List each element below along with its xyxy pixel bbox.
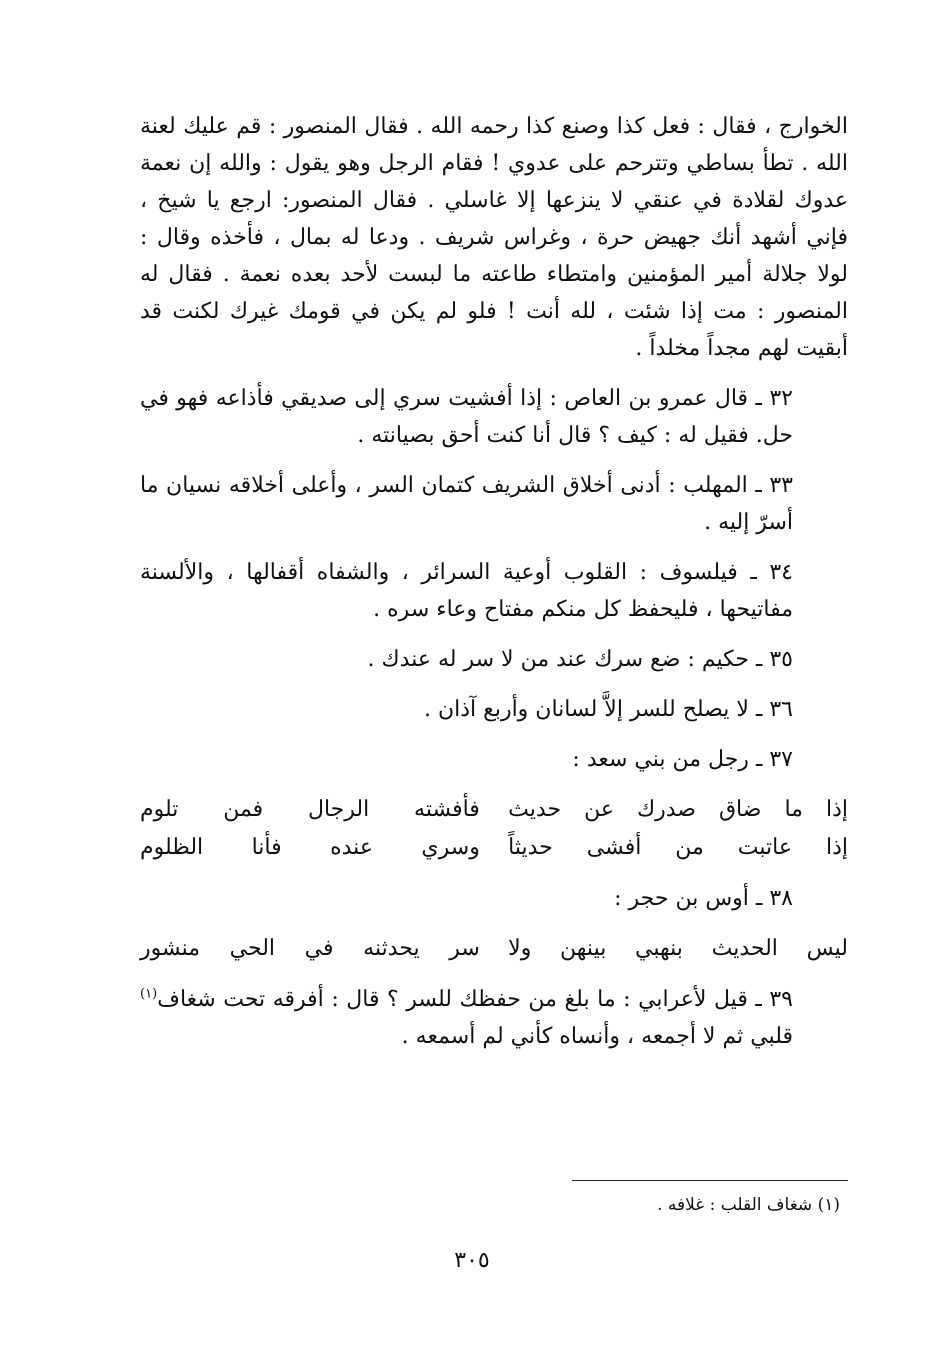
verse-second-hemistich: وسري عنده فأنا الظلوم xyxy=(140,835,480,860)
item-39 xyxy=(140,981,848,1055)
verse-first-hemistich: ليس الحديث بنهبي بينهن ولا xyxy=(508,936,848,961)
verse-second-hemistich: فأفشته الرجال فمن تلوم xyxy=(140,797,480,822)
item-35: ٣٥ ـ حكيم : ضع سرك عند من لا سر له عندك . xyxy=(367,647,793,672)
footnote-divider xyxy=(572,1180,848,1181)
item-39-rest: قلبي ثم لا أجمعه ، وأنساه كأني لم أسمعه . xyxy=(401,1024,793,1049)
item-39-text: ٣٩ ـ قيل لأعرابي : ما بلغ من حفظك للسر ؟ قال : أفرقه تحت شغاف xyxy=(157,987,793,1012)
item-37: ٣٧ ـ رجل من بني سعد : xyxy=(572,747,793,772)
verse-line xyxy=(140,829,848,867)
item-36: ٣٦ ـ لا يصلح للسر إلاَّ لسانان وأربع آذان . xyxy=(423,697,793,722)
item-32: ٣٢ ـ قال عمرو بن العاص : إذا أفشيت سري إلى صديقي فأذاعه فهو في حل. فقيل له : كيف ؟ قال أنا كنت أحق بصيانته . xyxy=(140,386,793,448)
main-text xyxy=(140,108,848,1055)
verse-first-hemistich: إذا عاتبت من أفشى حديثاً xyxy=(508,835,848,860)
item-38: ٣٨ ـ أوس بن حجر : xyxy=(614,886,793,911)
verse-line xyxy=(140,930,848,968)
verse-first-hemistich: إذا ما ضاق صدرك عن حديث xyxy=(508,797,848,822)
page-number: ٣٠٥ xyxy=(454,1248,490,1273)
item-34: ٣٤ ـ فيلسوف : القلوب أوعية السرائر ، والشفاه أقفالها ، والألسنة مفاتيحها ، فليحفظ كل منكم مفتاح وعاء سره . xyxy=(140,560,793,622)
verse-second-hemistich: سر يحدثنه في الحي منشور xyxy=(140,936,480,961)
footnote: (١) شغاف القلب : غلافه . xyxy=(657,1195,840,1215)
paragraph-mansur-story: الخوارج ، فقال : فعل كذا وصنع كذا رحمه الله . فقال المنصور : قم عليك لعنة الله . تطأ بساطي وتترحم على عدوي ! فقام الرجل وهو يقول : والله إن نعمة عدوك لقلادة في عنقي لا ينزعها إلا غاسلي . فقال المنصور: ارجع يا شيخ ، فإني أشهد أنك جهيض حرة ، وغراس شريف . ودعا له بمال ، فأخذه وقال : لولا جلالة أمير المؤمنين وامتطاء طاعته ما لبست لأحد بعده نعمة . فقال له المنصور : مت إذا شئت ، لله أنت ! فلو لم يكن في قومك غيرك لكنت قد أبقيت لهم مجداً مخلداً . xyxy=(140,114,848,361)
item-33: ٣٣ ـ المهلب : أدنى أخلاق الشريف كتمان السر ، وأعلى أخلاقه نسيان ما أسرّ إليه . xyxy=(140,473,793,535)
footnote-marker: (١) xyxy=(140,986,158,1002)
verse-line xyxy=(140,791,848,829)
